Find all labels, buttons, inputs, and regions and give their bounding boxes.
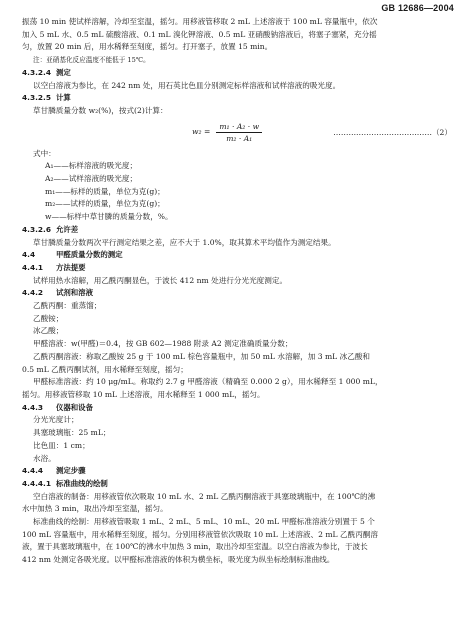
definition: m₁——标样的质量，单位为克(g)；	[45, 186, 165, 196]
standard-number: GB 12686—2004	[381, 3, 454, 13]
section-heading: 4.3.2.6 允许差	[22, 224, 79, 234]
section-heading: 4.4.2 试剂和溶液	[22, 288, 93, 298]
definition: m₂——试样的质量，单位为克(g)；	[45, 199, 165, 209]
paragraph: 冰乙酸；	[33, 326, 64, 336]
paragraph: 甲醛标准溶液：约 10 μg/mL。称取约 2.7 g 甲醛溶液（精确至 0.000 2 g），用水稀释至 1 000 mL，	[33, 377, 383, 387]
paragraph: 具塞玻璃瓶：25 mL；	[33, 428, 111, 438]
paragraph: 草甘膦质量分数两次平行测定结果之差，应不大于 1.0%，取其算术平均值作为测定结果。	[33, 237, 336, 247]
section-heading: 4.3.2.5 计算	[22, 93, 71, 103]
paragraph: 匀，放置 20 min 后，用水稀释至刻度，摇匀。打开塞子，放置 15 min。	[22, 42, 273, 52]
paragraph: 空白溶液的制备：用移液管依次吸取 10 mL 水、2 mL 乙酰丙酮溶液于具塞玻璃瓶中，在 100℃的沸	[33, 491, 376, 501]
definition: A₂——试样溶液的吸光度；	[45, 174, 138, 184]
definition: A₁——标样溶液的吸光度；	[45, 161, 138, 171]
paragraph: 分光光度计；	[33, 415, 79, 425]
document-body	[22, 16, 452, 567]
paragraph: 液，置于具塞玻璃瓶中，在 100℃的沸水中加热 3 min，取出冷却至室温。以空白溶液为参比，于波长	[22, 542, 368, 552]
paragraph: 乙酸铵；	[33, 313, 64, 323]
paragraph: 水中加热 3 min，取出冷却至室温，摇匀。	[22, 504, 168, 514]
paragraph: 乙酰丙酮：重蒸馏；	[33, 301, 102, 311]
paragraph: 乙酰丙酮溶液：称取乙酸铵 25 g 于 100 mL 棕色容量瓶中，加 50 mL 水溶解，加 3 mL 冰乙酸和	[33, 351, 371, 361]
formula-number: …………………………………（2）	[333, 127, 452, 137]
paragraph: 水浴。	[33, 453, 56, 463]
note: 注：亚硝基化反应温度不能低于 15℃。	[33, 56, 150, 65]
section-heading: 4.3.2.4 测定	[22, 67, 71, 77]
paragraph: 100 mL 容量瓶中，用水稀释至刻度，摇匀。分别用移液管依次吸取 10 mL 上述溶液、2 mL 乙酰丙酮溶	[22, 529, 378, 539]
section-heading: 4.4.4.1 标准曲线的绘制	[22, 478, 108, 488]
paragraph: 标准曲线的绘制：用移液管吸取 1 mL、2 mL、5 mL、10 mL、20 mL 甲醛标准溶液分别置于 5 个	[33, 517, 375, 527]
paragraph: 比色皿：1 cm；	[33, 440, 90, 450]
paragraph: 试样用热水溶解，用乙酰丙酮显色，于波长 412 nm 处进行分光光度测定。	[33, 275, 288, 285]
paragraph: 甲醛溶液：w(甲醛)＝0.4，按 GB 602—1988 附录 A2 测定准确质量分数；	[33, 339, 293, 349]
paragraph: 式中：	[33, 148, 56, 158]
paragraph: 草甘膦质量分数 w₂(%)，按式(2)计算：	[33, 105, 168, 115]
section-heading: 4.4.4 测定步骤	[22, 466, 86, 476]
section-heading: 4.4.1 方法提要	[22, 262, 86, 272]
paragraph: 412 nm 处测定各吸光度。以甲醛标准溶液的体积为横坐标，吸光度为纵坐标绘制标准曲线。	[22, 555, 335, 565]
definition: w——标样中草甘膦的质量分数，%。	[45, 212, 173, 222]
paragraph: 加入 5 mL 水、0.5 mL 硫酸溶液、0.1 mL 溴化钾溶液、0.5 mL 亚硝酸钠溶液后，将塞子塞紧，充分摇	[22, 29, 377, 39]
formula: w₂ = $\frac{\text{m₁ · A₂ · w}}{\text{m₂ · A₁}}$ …………………………………（2）	[192, 121, 452, 143]
paragraph: 摇匀。用移液管移取 10 mL 上述溶液，用水稀释至 1 000 mL，摇匀。	[22, 389, 265, 399]
paragraph: 0.5 mL 乙酰丙酮试剂，用水稀释至刻度，摇匀；	[22, 364, 188, 374]
section-heading: 4.4 甲醛质量分数的测定	[22, 250, 123, 260]
section-heading: 4.4.3 仪器和设备	[22, 402, 93, 412]
paragraph: 以空白溶液为参比，在 242 nm 处，用石英比色皿分别测定标样溶液和试样溶液的吸光度。	[33, 80, 341, 90]
paragraph: 振荡 10 min 使试样溶解，冷却至室温，摇匀。用移液管移取 2 mL 上述溶液于 100 mL 容量瓶中，依次	[22, 17, 378, 26]
